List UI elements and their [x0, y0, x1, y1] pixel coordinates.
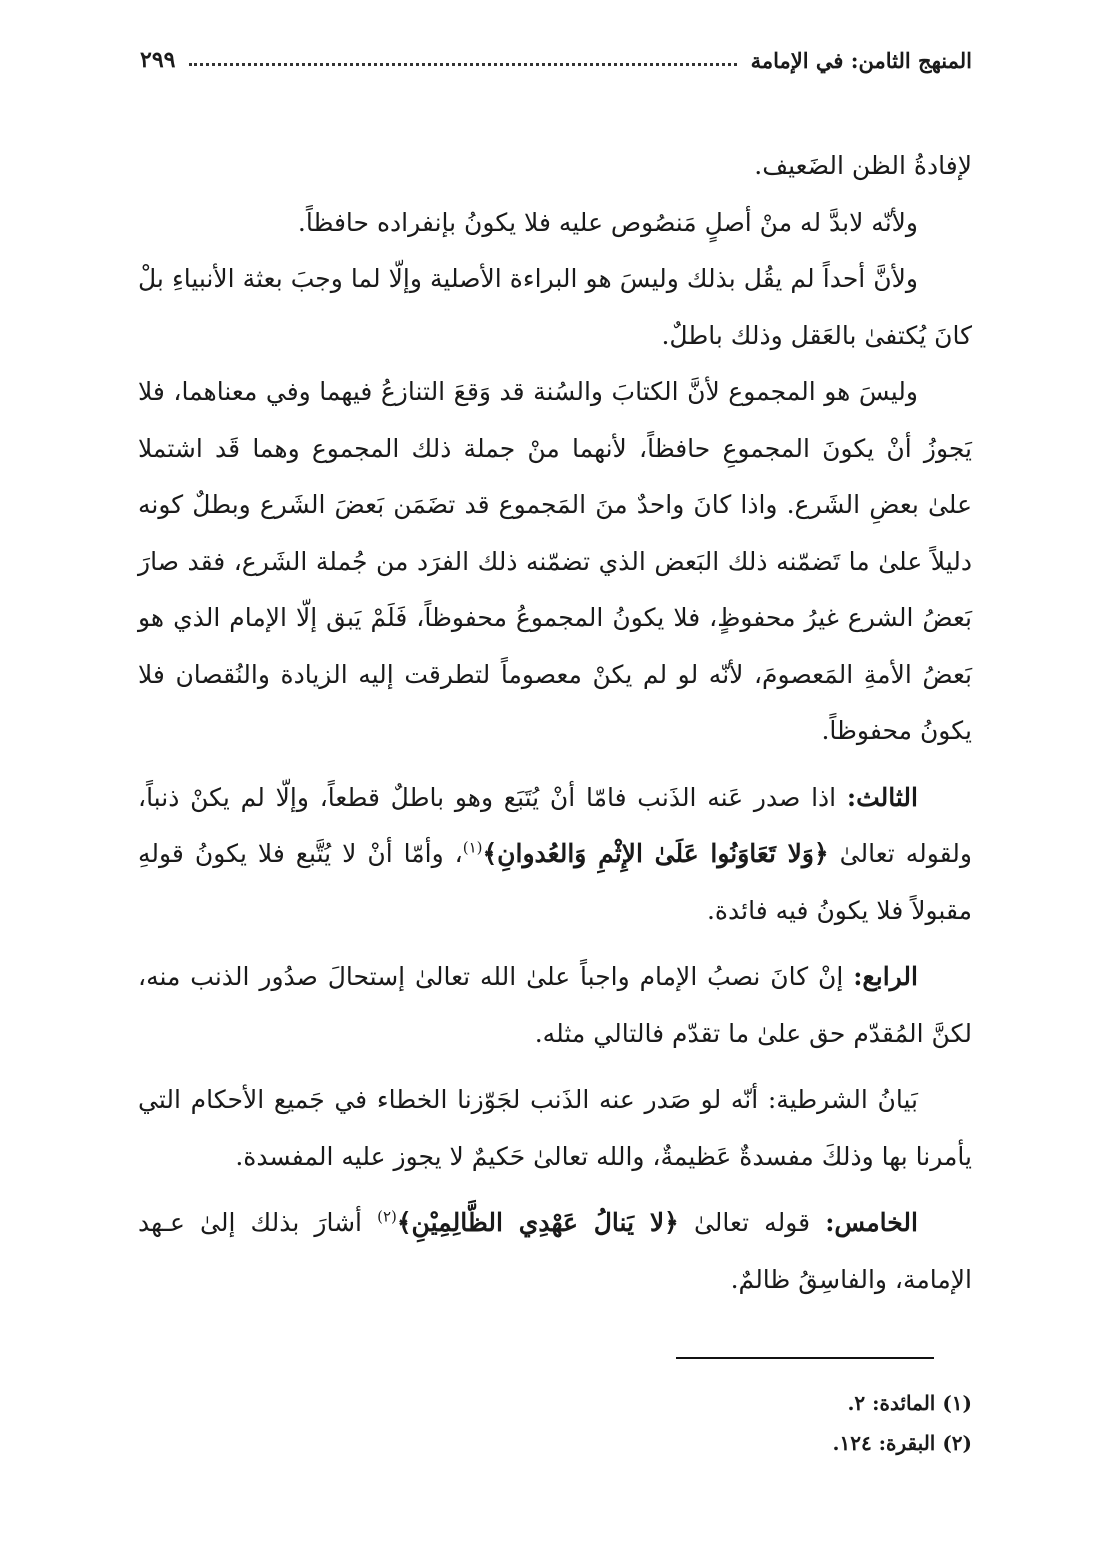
dot-leader	[189, 63, 736, 66]
quran-verse-1: ﴿وَلا تَعَاوَنُوا عَلَىٰ الإِثْمِ وَالعُدوانِ﴾	[482, 839, 829, 868]
paragraph-1: لإفادةُ الظن الضَعيف.	[754, 151, 972, 180]
footnotes	[572, 1383, 972, 1463]
paragraph-conditional: بَيانُ الشرطية: أنّه لو صَدر عنه الذَنب لجَوّزنا الخطاء في جَميع الأحكام التي يأمرنا بها وذلكَ مفسدةٌ عَظيمةٌ، والله تعالىٰ حَكيمٌ لا يجوز عليه المفسدة.	[138, 1085, 972, 1171]
paragraph-fifth	[138, 1195, 972, 1308]
fourth-heading: الرابع:	[853, 962, 918, 991]
third-heading: الثالث:	[846, 782, 918, 812]
chapter-title: المنهج الثامن: في الإمامة	[750, 47, 972, 73]
paragraph-third	[138, 770, 972, 940]
main-text	[138, 138, 972, 1308]
third-text-1: اذا صدر عَنه الذَنب فامّا أنْ يُتَبَع وهو باطلٌ قطعاً، وإلّا لم يكنْ ذنباً، ولقوله تعالىٰ	[138, 782, 972, 868]
paragraph-3: ولأنَّ أحداً لم يقُل بذلك وليسَ هو البراءة الأصلية وإلّا لما وجبَ بعثة الأنبياءِ بلْ كانَ يُكتفىٰ بالعَقل وذلك باطلٌ.	[138, 264, 972, 350]
paragraph-2: ولأنّه لابدَّ له منْ أصلٍ مَنصُوص عليه فلا يكونُ بإنفراده حافظاً.	[297, 207, 918, 237]
third-text-2: ، وأمّا أنْ لا يُتَّبع فلا يكونُ قولهِ مقبولاً فلا يكونُ فيه فائدة.	[138, 839, 972, 925]
page-number: ٢٩٩	[140, 47, 176, 73]
footnote-1: (١) المائدة: ٢.	[847, 1391, 972, 1415]
paragraph-4: وليسَ هو المجموع لأنَّ الكتابَ والسُنة قد وَقعَ التنازعُ فيهما وفي معناهما، فلا يَجوزُ أنْ يكونَ المجموعِ حافظاً، لأنهما منْ جملة ذلك المجموع وهما قَد اشتملا علىٰ بعضِ الشَرع. واذا كانَ واحدٌ منَ المَجموع قد تضَمَن بَعضَ الشَرع وبطلٌ كونه دليلاً علىٰ ما تَضمّنه ذلك البَعض الذي تضمّنه ذلك الفرَد من جُملة الشَرع، فقد صارَ بَعضُ الشرع غيرُ محفوظٍ، فلا يكونُ المجموعُ محفوظاً، فَلَمْ يَبق إلّا الإمام الذي هو بَعضُ الأمةِ المَعصومَ، لأنّه لو لم يكنْ معصوماً لتطرقت إليه الزيادة والنُقصان فلا يكونُ محفوظاً.	[138, 377, 972, 745]
quran-verse-2: ﴿لا يَنالُ عَهْدِي الظَّالِمِيْنِ﴾	[396, 1208, 679, 1237]
fifth-text-1: قوله تعالىٰ	[678, 1208, 826, 1237]
running-header	[140, 40, 972, 80]
paragraph-fourth	[138, 949, 972, 1062]
footnote-2: (٢) البقرة: ١٢٤.	[832, 1431, 972, 1455]
footnote-separator	[676, 1357, 934, 1359]
fifth-text-2: أشارَ بذلك إلىٰ عـهد الإمامة، والفاسِقُ ظالمٌ.	[138, 1208, 972, 1294]
footnote-ref-1: (١)	[462, 838, 483, 857]
fifth-heading: الخامس:	[825, 1208, 918, 1237]
footnote-ref-2: (٢)	[377, 1207, 397, 1226]
fourth-text: إنْ كانَ نصبُ الإمام واجباً علىٰ الله تعالىٰ إستحالَ صدُور الذنب منه، لكنَّ المُقدّم حق علىٰ ما تقدّم فالتالي مثله.	[138, 962, 972, 1048]
